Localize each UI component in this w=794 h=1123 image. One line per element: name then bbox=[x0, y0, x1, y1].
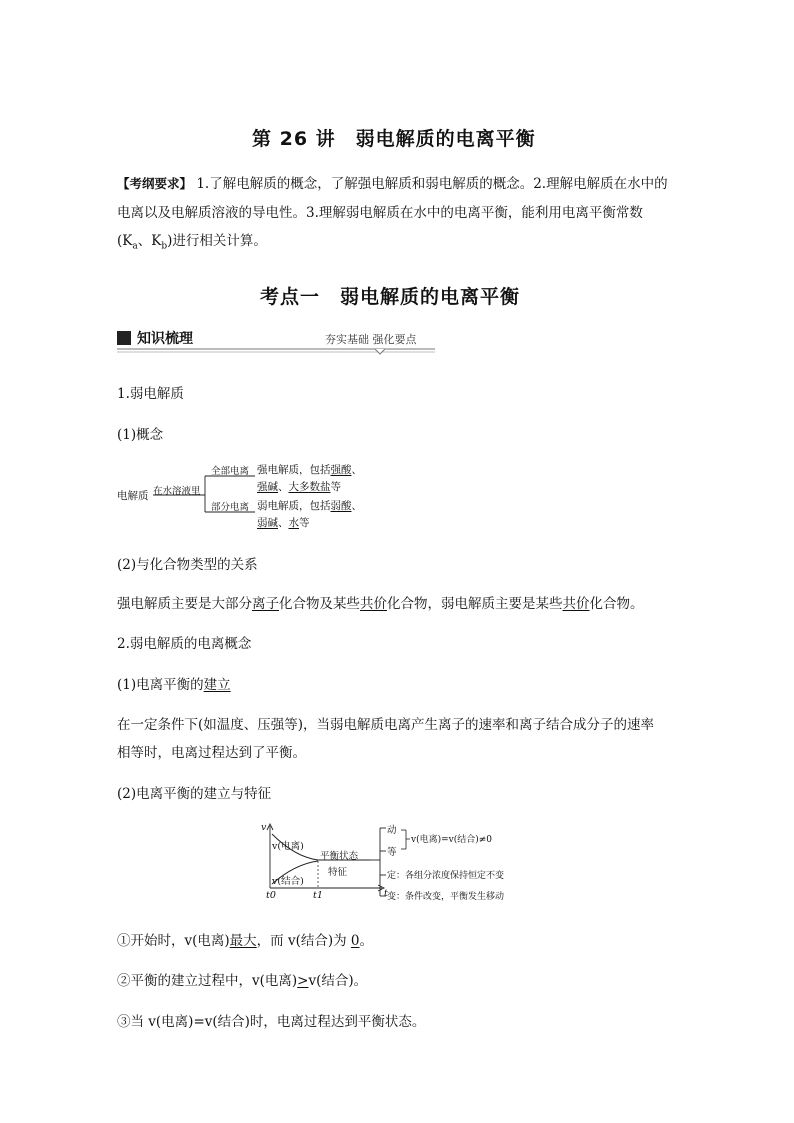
requirements-line-3 bbox=[117, 229, 267, 252]
part1-heading: 1.弱电解质 bbox=[117, 386, 184, 402]
knowledge-bar-right: 夯实基础 强化要点 bbox=[325, 333, 417, 346]
feature-ding: 定：各组分浓度保持恒定不变 bbox=[387, 871, 505, 881]
knowledge-bar bbox=[117, 328, 435, 354]
diagram-branch-bottom: 部分电离 bbox=[211, 502, 250, 513]
answer-max: 最大 bbox=[229, 933, 257, 949]
part1-sub2: (2)与化合物类型的关系 bbox=[117, 557, 258, 573]
item-2: ②平衡的建立过程中，v(电离)>v(结合)。 bbox=[117, 973, 368, 989]
curve-combination-label: v(结合) bbox=[272, 876, 304, 887]
part2-para-line-1: 在一定条件下(如温度、压强等)，当弱电解质电离产生离子的速率和离子结合成分子的速率 bbox=[117, 717, 655, 733]
part2-sub1: (1)电离平衡的建立 bbox=[117, 677, 231, 693]
requirements-text-1: 1.了解电解质的概念，了解强电解质和弱电解质的概念。2.理解电解质在水中的 bbox=[196, 176, 668, 192]
part2-heading: 2.弱电解质的电离概念 bbox=[117, 636, 252, 652]
part1-sentence: 强电解质主要是大部分离子化合物及某些共价化合物，弱电解质主要是某些共价化合物。 bbox=[117, 596, 644, 612]
lesson-title: 第 26 讲 弱电解质的电离平衡 bbox=[252, 128, 536, 150]
graph-x-label: t bbox=[384, 888, 388, 899]
knowledge-bar-label: 知识梳理 bbox=[137, 331, 193, 347]
feature-dong: 动 bbox=[387, 825, 397, 836]
feature-deng: 等 bbox=[387, 847, 397, 858]
item-1: ①开始时，v(电离)最大，而 v(结合)为 0。 bbox=[117, 933, 374, 949]
diagram-strong-line-2: 强碱、大多数盐等 bbox=[257, 481, 341, 493]
answer-covalent-1: 共价 bbox=[360, 596, 387, 612]
equilibrium-figure bbox=[258, 820, 538, 906]
answer-ionic: 离子 bbox=[252, 596, 279, 612]
curve-ionization-label: v(电离) bbox=[272, 841, 304, 852]
electrolyte-diagram bbox=[115, 458, 385, 534]
graph-t0: t0 bbox=[266, 890, 276, 901]
diagram-branch-top: 全部电离 bbox=[211, 466, 250, 477]
requirements-line-2: 电离以及电解质溶液的导电性。3.理解弱电解质在水中的电离平衡，能利用电离平衡常数 bbox=[117, 205, 643, 221]
part2-sub2: (2)电离平衡的建立与特征 bbox=[117, 786, 272, 802]
formula-kb: 、K bbox=[137, 233, 162, 249]
part2-para-line-2: 相等时，电离过程达到了平衡。 bbox=[117, 745, 306, 761]
diagram-strong-line-1: 强电解质，包括强酸、 bbox=[257, 464, 362, 476]
diagram-root: 电解质 bbox=[117, 490, 149, 502]
diagram-weak-line-2: 弱碱、水等 bbox=[257, 517, 310, 529]
feature-bian: 变：条件改变，平衡发生移动 bbox=[387, 892, 505, 902]
answer-greater: > bbox=[297, 973, 309, 989]
requirements-text-3: )进行相关计算。 bbox=[167, 233, 267, 249]
formula-ka: (K bbox=[117, 233, 133, 249]
requirements-tag: 【考纲要求】 bbox=[117, 176, 193, 191]
diagram-condition: 在水溶液里 bbox=[153, 486, 201, 497]
kb-subscript: b bbox=[161, 241, 168, 252]
feature-dong-deng-text: v(电离)=v(结合)≠0 bbox=[411, 835, 493, 845]
diagram-weak-line-1: 弱电解质，包括弱酸、 bbox=[257, 500, 362, 512]
feature-label: 特征 bbox=[328, 867, 348, 878]
item-3: ③当 v(电离)=v(结合)时，电离过程达到平衡状态。 bbox=[117, 1014, 426, 1030]
knowledge-bar-underline bbox=[117, 348, 435, 356]
ka-subscript: a bbox=[132, 241, 138, 252]
graph-t1: t1 bbox=[313, 890, 323, 901]
equilibrium-state-label: 平衡状态 bbox=[320, 851, 359, 862]
graph-y-label: v bbox=[261, 822, 267, 833]
square-icon bbox=[117, 331, 131, 345]
answer-zero: 0 bbox=[350, 933, 360, 949]
requirements-line-1 bbox=[117, 172, 668, 192]
answer-covalent-2: 共价 bbox=[562, 596, 590, 612]
part1-sub1: (1)概念 bbox=[117, 427, 164, 443]
section-title: 考点一 弱电解质的电离平衡 bbox=[260, 286, 521, 308]
